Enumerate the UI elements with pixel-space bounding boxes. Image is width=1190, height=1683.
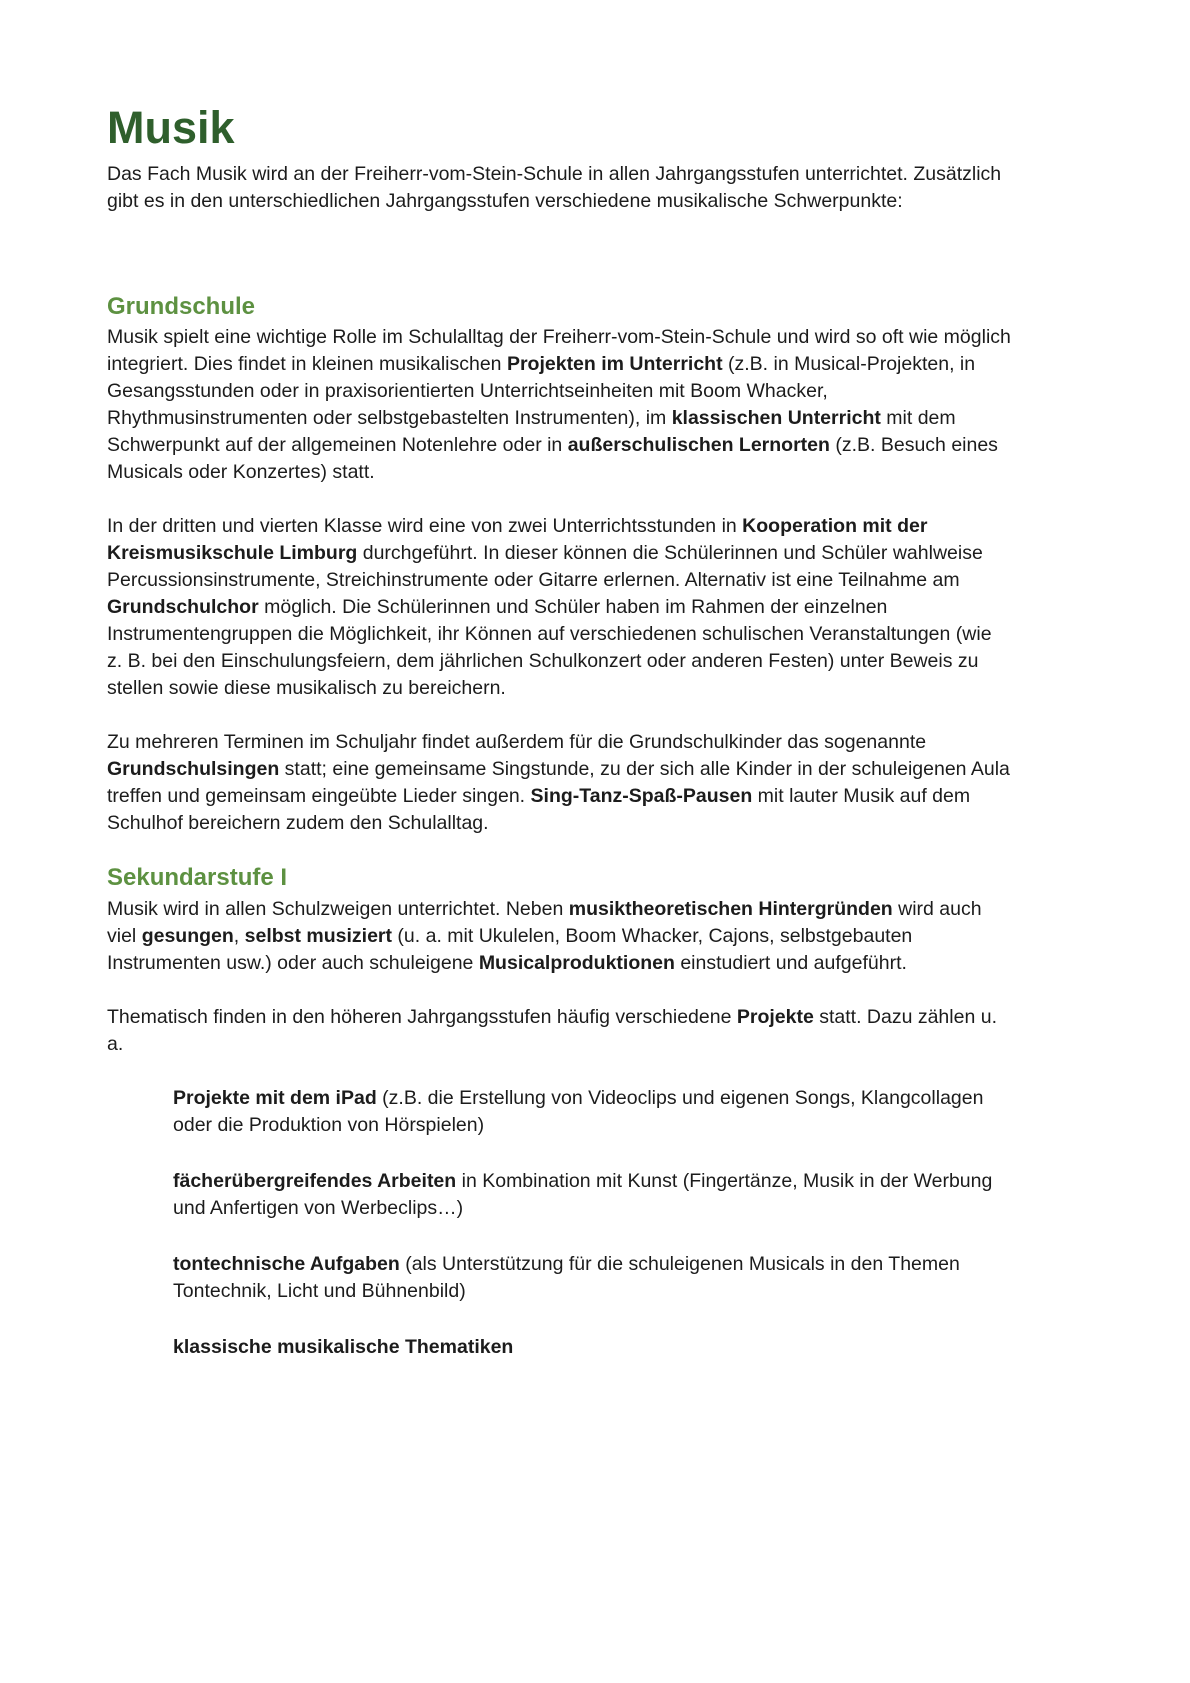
page-title: Musik bbox=[107, 102, 235, 153]
sekundarstufe-paragraph-2: Thematisch finden in den höheren Jahrgangsstufen häufig verschiedene Projekte statt. Dazu zählen u. a. bbox=[107, 1006, 997, 1056]
list-item-klassisch: klassische musikalische Thematiken bbox=[173, 1336, 514, 1359]
list-item-faecheruebergreifend: fächerübergreifendes Arbeiten in Kombination mit Kunst (Fingertänze, Musik in der Werbung und Anfertigen von Werbeclips…) bbox=[173, 1170, 993, 1220]
section-heading-sekundarstufe: Sekundarstufe I bbox=[107, 864, 288, 892]
list-item-ipad: Projekte mit dem iPad (z.B. die Erstellung von Videoclips und eigenen Songs, Klangcollagen oder die Produktion von Hörspielen) bbox=[173, 1087, 984, 1137]
intro-paragraph: Das Fach Musik wird an der Freiherr-vom-Stein-Schule in allen Jahrgangsstufen unterrichtet. Zusätzlich gibt es in den unterschiedlichen Jahrgangsstufen verschiedene musikalische Schwerpunkte: bbox=[107, 162, 1002, 212]
list-item-tontechnik: tontechnische Aufgaben (als Unterstützung für die schuleigenen Musicals in den Themen Tontechnik, Licht und Bühnenbild) bbox=[173, 1253, 960, 1303]
section-heading-grundschule: Grundschule bbox=[107, 292, 256, 320]
grundschule-paragraph-2: In der dritten und vierten Klasse wird eine von zwei Unterrichtsstunden in Kooperation mit der Kreismusikschule Limburg durchgeführt. In dieser können die Schülerinnen und Schüler wahlweise Percussionsinstrumente, Streichinstrumente oder Gitarre erlernen. Alternativ ist eine Teilnahme am Grundschulchor möglich. Die Schülerinnen und Schüler haben im Rahmen der einzelnen Instrumentengruppen die Möglichkeit, ihr Können auf verschiedenen schulischen Veranstaltungen (wie z. B. bei den Einschulungsfeiern, dem jährlichen Schulkonzert oder anderen Festen) unter Beweis zu stellen sowie diese musikalisch zu bereichern. bbox=[107, 515, 992, 700]
grundschule-paragraph-1: Musik spielt eine wichtige Rolle im Schulalltag der Freiherr-vom-Stein-Schule und wird so oft wie möglich integriert. Dies findet in kleinen musikalischen Projekten im Unterricht (z.B. in Musical-Projekten, in Gesangsstunden oder in praxisorientierten Unterrichtseinheiten mit Boom Whacker, Rhythmusinstrumenten oder selbstgebastelten Instrumenten), im klassischen Unterricht mit dem Schwerpunkt auf der allgemeinen Notenlehre oder in außerschulischen Lernorten (z.B. Besuch eines Musicals oder Konzertes) statt. bbox=[107, 326, 1011, 484]
grundschule-paragraph-3: Zu mehreren Terminen im Schuljahr findet außerdem für die Grundschulkinder das sogenannte Grundschulsingen statt; eine gemeinsame Singstunde, zu der sich alle Kinder in der schuleigenen Aula treffen und gemeinsam eingeübte Lieder singen. Sing-Tanz-Spaß-Pausen mit lauter Musik auf dem Schulhof bereichern zudem den Schulalltag. bbox=[107, 731, 1010, 835]
sekundarstufe-paragraph-1: Musik wird in allen Schulzweigen unterrichtet. Neben musiktheoretischen Hintergründen wird auch viel gesungen, selbst musiziert (u. a. mit Ukulelen, Boom Whacker, Cajons, selbstgebauten Instrumenten usw.) oder auch schuleigene Musicalproduktionen einstudiert und aufgeführt. bbox=[107, 898, 982, 975]
